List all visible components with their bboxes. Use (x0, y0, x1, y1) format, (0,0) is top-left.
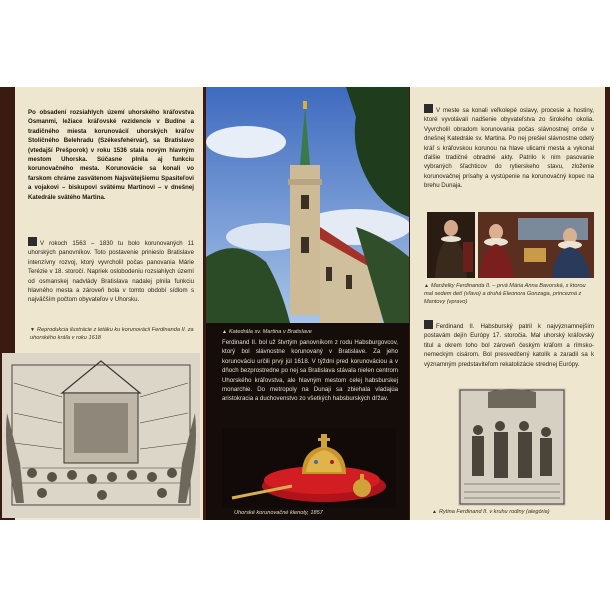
crown-caption: Uhorské korunovačné klenoty, 1857 (234, 510, 323, 516)
bullet-square-icon (424, 104, 433, 113)
cathedral-photo (206, 87, 409, 323)
crown-jewels-photo (222, 428, 396, 508)
intro-paragraph: Po obsadení rozsiahlych území uhorského kráľovstva Osmanmi, ležiace kráľovské rezidencie v Budíne a tradičného miesta korunovácií uhorských kráľov Stoličného Belehradu (Székesfehérvár), sa Bratislavo (vtedajší Prešporok) v roku 1536 stala novým hlavným mestom Uhorska. Súčasne plnila aj funkciu korunovačného mesta. Korunovácie sa konali vo farskom chráme zasvätenom Najsvätejšiemu Spasiteľovi a vojakovi – biskupovi svätému Martinovi – v dnešnej Katedrále svätého Martina. (28, 109, 194, 201)
right-para1-block (424, 104, 594, 208)
engraving-caption: ▼ Reprodukcia ilustrácie z letáku ku korunovácii Ferdinanda II. za uhorského kráľa v roku 1618 (30, 327, 194, 341)
middle-paragraph: Ferdinand II. bol už štvrtým panovníkom z rodu Habsburgovcov, ktorý bol slávnostne korunovaný v Bratislave. Za jeho korunováciu určili prvý júl 1618. V týždni pred korunováciou a v dňoch bezprostredne po nej sa Bratislava stávala nielen centrom Uhorského kráľovstva, ale hlavným mestom celej habsburskej monarchie. Do metropoly na Dunaji sa zbiehala vladajúa aristokracia a duchovenstvo zo všetkých habsburských dŕžav. (222, 339, 398, 403)
caption-triangle-icon: ▲ (432, 509, 437, 515)
bullet-square-icon (424, 320, 433, 329)
cathedral-caption: ▲ Katedrála sv. Martina v Bratislave (222, 329, 312, 335)
caption-triangle-icon: ▼ (30, 327, 35, 333)
right-paragraph-1: V meste sa konali veľkolepé oslavy, procesie a hostiny, ktoré vyvolávali nadšenie obyvateľstva zo širokého okolia. Vyvrcholil obradom korunovania počas slávnostnej omše v dnešnej Katedrále sv. Martina. Po nej prešiel slávnostne odetý kráľ s kráľovskou korunou na hlave ulicami mesta a vykonal ďalšie tradičné obradné akty. Patrilo k nim pasovanie vybraných šľachticov do rytierskeho stavu, zloženie korunovačnej prísahy a vystúpenie na korunovačný kopec na brehu Dunaja. (424, 107, 594, 190)
portrait-left (427, 212, 475, 278)
portrait-right (478, 212, 594, 278)
portraits-caption: ▲ Manželky Ferdinanda II. – prvá Mária Anna Bavorská, s ktorou mal sedem detí (vľavo) a druhá Eleonora Gonzaga, princezná z Mantovy (vpravo) (424, 283, 586, 305)
bullet-square-icon (28, 237, 37, 246)
left-paragraph-2: V rokoch 1563 – 1830 tu bolo korunovaných 11 uhorských panovníkov. Toto postavenie prinieslo Bratislave intenzívny rozvoj, ktorý vyvrcholil počas panovania Márie Terézie v 18. storočí. Napriek oslobodeniu rozsiahlych území od osmanskej nadvlády Bratislava nadalej plnila funkciu hlavného mesta a zároveň bola v tomto období sídlom s najväčším počtom obyvateľov v Uhorsku. (28, 240, 194, 304)
caption-triangle-icon: ▲ (424, 283, 429, 289)
coronation-engraving-image (2, 353, 200, 518)
left-para2-block (28, 237, 194, 319)
right-para2-block (424, 320, 594, 386)
right-paragraph-2: Ferdinand II. Habsburský patril k najvýznamnejším postavám dejín Európy 17. storočia. Mal uhorský kráľovský titul a okrem toho bol zároveň českým kráľom a rímsko-nemeckým cisárom. Bol presvedčený katolík a zaradil sa k významným predstaviteľom rekatolizácie strednej Európy. (424, 323, 594, 368)
family-engraving-image (458, 388, 566, 506)
caption-triangle-icon: ▲ (222, 329, 227, 335)
family-engraving-caption: ▲ Rytina Ferdinand II. v kruhu rodiny (alegória) (432, 509, 550, 515)
